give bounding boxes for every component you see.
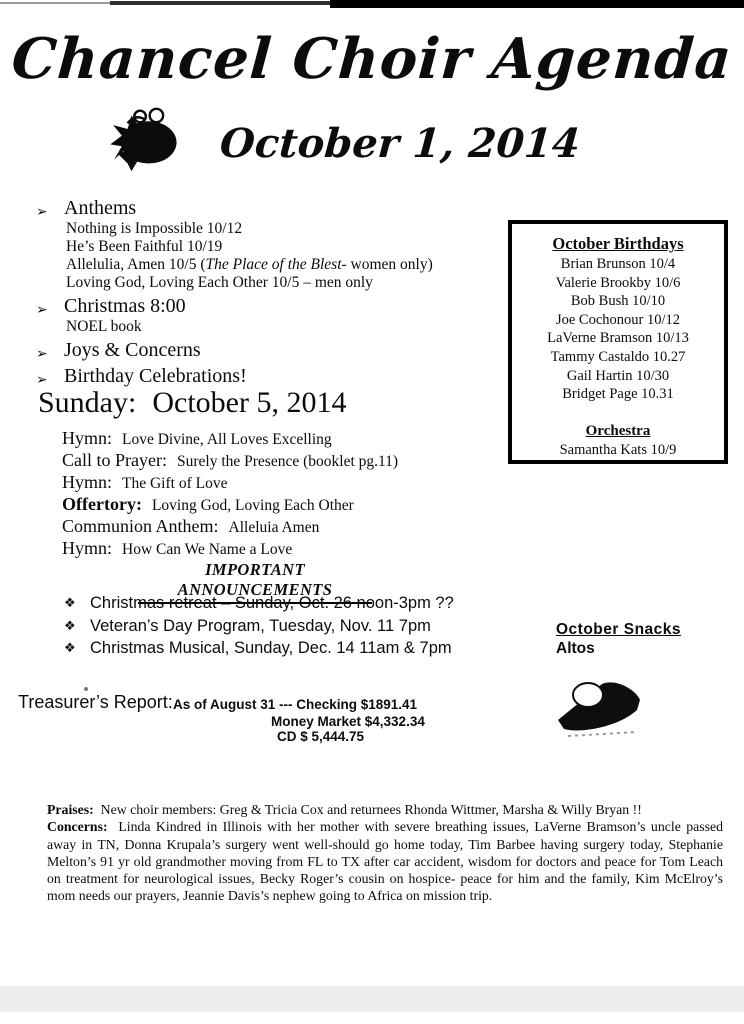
agenda-list: [36, 194, 506, 388]
concerns-paragraph: Concerns: Linda Kindred in Illinois with her mother with severe breathing issues, LaVerne Bramson’s uncle passed away in TN, Donna Krupala’s surgery went well-should go home today, Tim Barbee having surgery today, Stephanie Melton’s 91 yr old grandmother moving from FL to TX after car accident, wisdom for doctors and peace for Tom Leach on treatment for neurological issues, Becky Roger’s cousin on hospice- peace for him and the family, Kim McElroy’s mom needs our prayers, Jeannie Davis’s nephew going to Africa on mission trip.: [47, 819, 723, 904]
service-item: Call to Prayer: Surely the Presence (booklet pg.11): [62, 450, 399, 470]
orchestra-title: Orchestra: [585, 422, 651, 439]
birthday-entry: Tammy Castaldo 10.27: [550, 348, 686, 365]
treasurer-report-label: Treasurer’s Report:: [18, 692, 173, 712]
arrow-bullet-icon: ➢: [36, 204, 48, 220]
october-snacks-block: [556, 620, 681, 658]
page-title: Chancel Choir Agenda: [9, 26, 735, 92]
agenda-item-label: Christmas 8:00: [64, 295, 186, 317]
agenda-item-label: Joys & Concerns: [64, 339, 201, 361]
service-item: Communion Anthem: Alleluia Amen: [62, 516, 320, 536]
october-birthdays-box: [508, 220, 728, 464]
scan-artifact-bottom-band: [0, 986, 744, 1012]
diamond-bullet-icon: ❖: [64, 641, 76, 656]
scan-artifact-speck: [84, 687, 88, 691]
agenda-item-label: Anthems: [64, 197, 137, 219]
praises-paragraph: Praises: New choir members: Greg & Tricia Cox and returnees Rhonda Wittmer, Marsha & Willy Bryan !!: [47, 802, 642, 817]
pie-slice-icon: [550, 668, 652, 746]
treasurer-money-market: Money Market $4,332.34: [271, 714, 425, 729]
prayer-section: [47, 801, 723, 905]
treasurer-cd: CD $ 5,444.75: [277, 729, 365, 744]
announcement-item: ❖ Veteran’s Day Program, Tuesday, Nov. 11 7pm: [64, 615, 504, 638]
announcement-item: ❖ Christmas retreat – Sunday, Oct. 26 noon-3pm ??: [64, 592, 504, 615]
agenda-item-joys: [36, 338, 506, 362]
sunday-heading: Sunday: October 5, 2014: [38, 386, 347, 419]
service-item: Hymn: How Can We Name a Love: [62, 538, 293, 558]
birthday-entry: Gail Hartin 10/30: [566, 367, 670, 384]
service-item: Hymn: Love Divine, All Loves Excelling: [62, 428, 332, 448]
agenda-item-birthdays: [36, 364, 506, 388]
scan-artifact-topline-dark: [330, 0, 744, 8]
diamond-bullet-icon: ❖: [64, 596, 76, 611]
announcements-heading: IMPORTANT ANNOUNCEMENTS: [138, 560, 372, 604]
anthem-line: He’s Been Faithful 10/19: [66, 238, 223, 255]
birthdays-box-title: October Birthdays: [552, 234, 684, 253]
arrow-bullet-icon: ➢: [36, 302, 48, 318]
birthday-entry: Valerie Brookby 10/6: [555, 274, 681, 291]
birthday-entry: Brian Brunson 10/4: [560, 256, 676, 272]
announcements-list: [64, 592, 504, 660]
snacks-title: October Snacks: [556, 621, 682, 638]
orchestra-entry: Samantha Kats 10/9: [559, 441, 677, 458]
birthday-entry: Bob Bush 10/10: [570, 293, 666, 310]
service-order-list: [62, 428, 512, 560]
service-item: Hymn: The Gift of Love: [62, 472, 228, 492]
snacks-group: Altos: [556, 640, 595, 657]
diamond-bullet-icon: ❖: [64, 618, 76, 634]
service-item-offertory: Offertory: Loving God, Loving Each Other: [62, 494, 354, 514]
arrow-bullet-icon: ➢: [36, 346, 48, 362]
anthem-line: Loving God, Loving Each Other 10/5 – men only: [66, 274, 373, 291]
birthdays-box-gap: [512, 404, 724, 421]
anthem-line: Nothing is Impossible 10/12: [66, 220, 243, 237]
agenda-item-label: Birthday Celebrations!: [64, 365, 247, 387]
page-date: October 1, 2014: [218, 120, 582, 167]
announcement-item: ❖ Christmas Musical, Sunday, Dec. 14 11am & 7pm: [64, 637, 504, 660]
anthem-line: Allelulia, Amen 10/5 (The Place of the Blest- women only): [66, 256, 433, 273]
treasurer-checking: As of August 31 --- Checking $1891.41: [173, 697, 418, 712]
christmas-subline: NOEL book: [66, 318, 142, 335]
praises-label: Praises:: [47, 802, 94, 817]
birthday-entry: LaVerne Bramson 10/13: [547, 330, 689, 347]
birthday-entry: Joe Cochonour 10/12: [555, 311, 681, 328]
arrow-bullet-icon: ➢: [36, 372, 48, 388]
agenda-item-anthems: [36, 196, 506, 220]
agenda-item-christmas: [36, 294, 506, 318]
anthem-italic-title: The Place of the Blest: [205, 256, 342, 273]
scan-artifact-topline-mid: [110, 1, 340, 5]
concerns-label: Concerns:: [47, 819, 108, 835]
birthday-entry: Bridget Page 10.31: [562, 386, 674, 403]
